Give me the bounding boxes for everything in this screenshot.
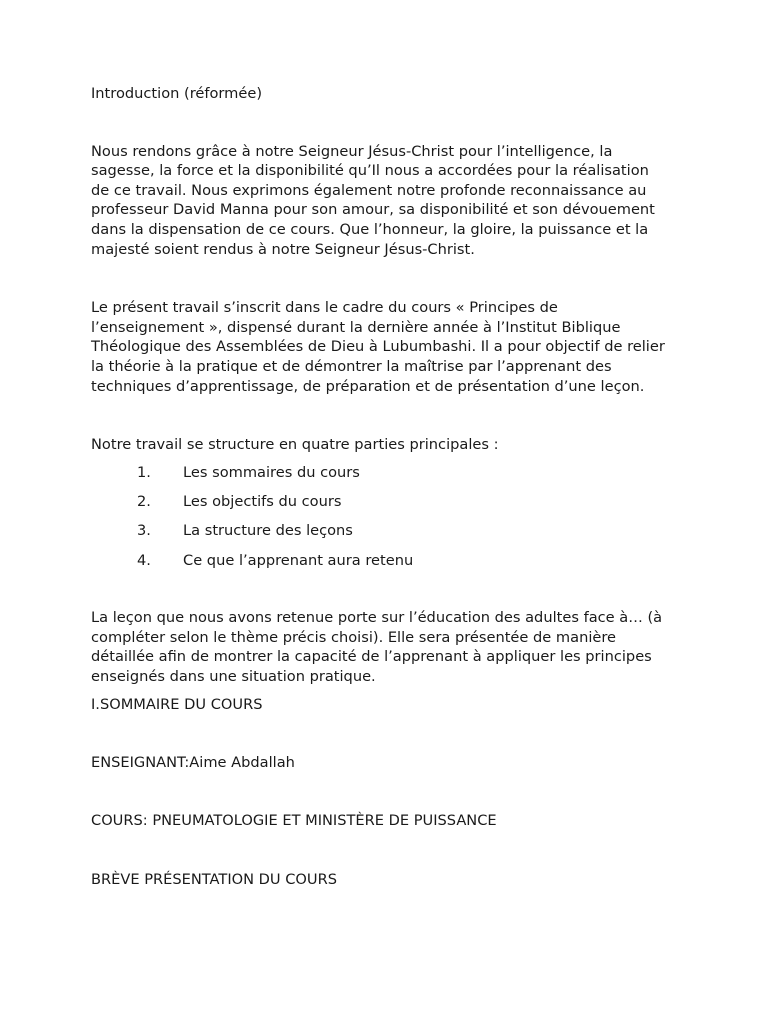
- list-item-text: La structure des leçons: [183, 522, 353, 540]
- list-item: [91, 492, 671, 512]
- list-item-text: Ce que l’apprenant aura retenu: [183, 551, 414, 569]
- list-item-text: Les sommaires du cours: [183, 463, 360, 481]
- list-item: [91, 463, 671, 483]
- section-heading: I.SOMMAIRE DU COURS: [91, 695, 263, 713]
- list-item-text: Les objectifs du cours: [183, 493, 342, 510]
- structure-list: [91, 463, 671, 570]
- list-item-number: 2.: [137, 493, 151, 510]
- list-item: [91, 521, 671, 541]
- presentation-heading: BRÈVE PRÉSENTATION DU COURS: [91, 870, 337, 888]
- list-item-number: 3.: [137, 522, 151, 540]
- document-title: Introduction (réformée): [91, 85, 263, 102]
- course-line: COURS: PNEUMATOLOGIE ET MINISTÈRE DE PUISSANCE: [91, 812, 497, 830]
- list-item-number: 1.: [137, 463, 151, 481]
- list-item-number: 4.: [137, 551, 151, 569]
- teacher-line: ENSEIGNANT:Aime Abdallah: [91, 753, 295, 771]
- list-item: [91, 551, 671, 571]
- lesson-paragraph: La leçon que nous avons retenue porte sur l’éducation des adultes face à… (à compléter selon le thème précis choisi). Elle sera présentée de manière détaillée afin de montrer la capacité de l’apprenant à appliquer les principes enseignés dans une situation pratique.: [91, 609, 663, 685]
- structure-intro-paragraph: Notre travail se structure en quatre parties principales :: [91, 436, 499, 454]
- context-paragraph: Le présent travail s’inscrit dans le cadre du cours « Principes de l’enseignement », dispensé durant la dernière année à l’Institut Biblique Théologique des Assemblées de Dieu à Lubumbashi. Il a pour objectif de relier la théorie à la pratique et de démontrer la maîtrise par l’apprenant des techniques d’apprentissage, de préparation et de présentation d’une leçon.: [91, 299, 665, 395]
- acknowledgement-paragraph: Nous rendons grâce à notre Seigneur Jésus-Christ pour l’intelligence, la sagesse, la force et la disponibilité qu’Il nous a accordées pour la réalisation de ce travail. Nous exprimons également notre profonde reconnaissance au professeur David Manna pour son amour, sa disponibilité et son dévouement dans la dispensation de ce cours. Que l’honneur, la gloire, la puissance et la majesté soient rendus à notre Seigneur Jésus-Christ.: [91, 142, 655, 258]
- document-page: [91, 84, 671, 928]
